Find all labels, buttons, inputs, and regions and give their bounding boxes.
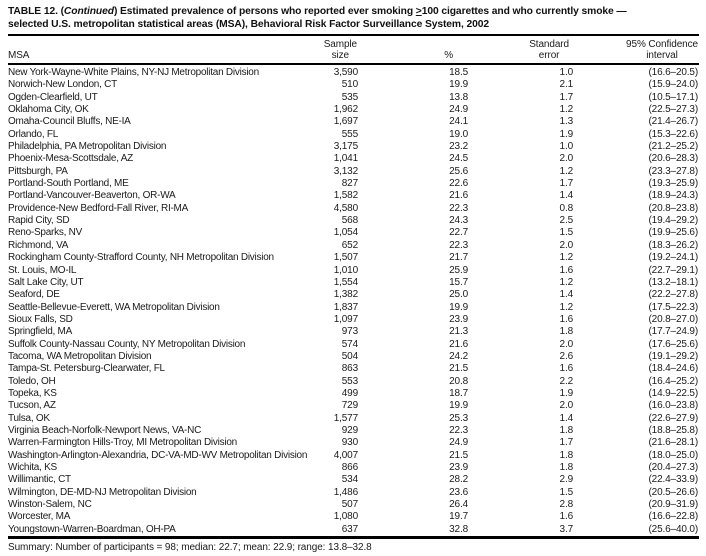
cell-se: 3.7 bbox=[559, 523, 573, 535]
cell-ci: (17.7–24.9) bbox=[648, 326, 698, 338]
cell-msa: Seattle-Bellevue-Everett, WA Metropolitan Division bbox=[8, 301, 220, 313]
cell-se: 1.0 bbox=[559, 67, 573, 78]
table-row bbox=[8, 487, 699, 499]
table-header bbox=[8, 36, 699, 64]
cell-sample: 866 bbox=[341, 462, 358, 473]
cell-se: 2.5 bbox=[559, 215, 573, 227]
cell-ci: (13.2–18.1) bbox=[648, 276, 698, 288]
cell-se: 1.8 bbox=[559, 462, 573, 473]
table-row bbox=[8, 388, 699, 400]
cell-msa: Wichita, KS bbox=[8, 462, 57, 473]
cell-se: 2.0 bbox=[559, 338, 573, 350]
column-header-percent: % bbox=[358, 36, 469, 64]
cell-ci: (18.4–24.6) bbox=[648, 363, 698, 375]
cell-se: 1.2 bbox=[559, 252, 573, 264]
table-row bbox=[8, 363, 699, 375]
cell-ci: (18.0–25.0) bbox=[648, 449, 698, 461]
cell-pct: 25.6 bbox=[449, 165, 468, 177]
cell-sample: 1,054 bbox=[333, 227, 358, 239]
cell-se: 2.2 bbox=[559, 375, 573, 387]
column-header-se-line2: error bbox=[538, 49, 560, 61]
table-title-line1-end: 100 cigarettes and who currently smoke — bbox=[421, 6, 627, 17]
cell-ci: (16.0–23.8) bbox=[648, 400, 698, 412]
cell-msa: New York-Wayne-White Plains, NY-NJ Metropolitan Division bbox=[8, 67, 259, 78]
cell-pct: 18.5 bbox=[449, 67, 468, 78]
cell-sample: 1,507 bbox=[333, 252, 358, 264]
cell-msa: Warren-Farmington Hills-Troy, MI Metropolitan Division bbox=[8, 437, 237, 449]
cell-pct: 21.5 bbox=[449, 449, 468, 461]
cell-sample: 3,132 bbox=[333, 165, 358, 177]
cell-sample: 504 bbox=[341, 350, 358, 362]
cell-ci: (20.8–27.0) bbox=[648, 313, 698, 325]
cell-se: 1.3 bbox=[559, 116, 573, 128]
cell-ci: (15.9–24.0) bbox=[648, 79, 698, 91]
table-row bbox=[8, 141, 699, 153]
cell-sample: 929 bbox=[341, 424, 358, 436]
table-row bbox=[8, 450, 699, 462]
table-title bbox=[8, 5, 699, 31]
cell-pct: 19.7 bbox=[449, 511, 468, 523]
cell-msa: Philadelphia, PA Metropolitan Division bbox=[8, 141, 167, 153]
cell-pct: 18.7 bbox=[449, 387, 468, 399]
cell-pct: 19.9 bbox=[449, 79, 468, 91]
cell-sample: 4,007 bbox=[333, 449, 358, 461]
cell-sample: 1,041 bbox=[333, 153, 358, 165]
cell-sample: 3,590 bbox=[333, 67, 358, 78]
table-row bbox=[8, 92, 699, 104]
cell-ci: (25.6–40.0) bbox=[648, 523, 698, 535]
cell-msa: Youngstown-Warren-Boardman, OH-PA bbox=[8, 523, 176, 535]
cell-pct: 24.5 bbox=[449, 153, 468, 165]
cell-msa: Pittsburgh, PA bbox=[8, 165, 68, 177]
cell-ci: (17.5–22.3) bbox=[648, 301, 698, 313]
cell-pct: 22.3 bbox=[449, 239, 468, 251]
greater-equal-symbol: > bbox=[415, 6, 422, 17]
cell-pct: 23.9 bbox=[449, 313, 468, 325]
column-header-ci-line1: 95% Confidence bbox=[626, 39, 698, 50]
table-row bbox=[8, 104, 699, 116]
column-header-sample-line2: size bbox=[331, 49, 350, 61]
cell-se: 1.9 bbox=[559, 387, 573, 399]
cell-ci: (18.3–26.2) bbox=[648, 239, 698, 251]
cell-msa: Suffolk County-Nassau County, NY Metropolitan Division bbox=[8, 338, 246, 350]
cell-ci: (22.5–27.3) bbox=[648, 104, 698, 116]
prevalence-table bbox=[8, 36, 699, 536]
cell-ci: (20.4–27.3) bbox=[648, 462, 698, 473]
cell-pct: 19.0 bbox=[449, 128, 468, 140]
table-row bbox=[8, 203, 699, 215]
cell-ci: (20.5–26.6) bbox=[648, 486, 698, 498]
table-row bbox=[8, 462, 699, 474]
column-header-standard-error bbox=[469, 36, 573, 64]
cell-msa: Springfield, MA bbox=[8, 326, 73, 338]
cell-se: 1.7 bbox=[559, 437, 573, 449]
cell-msa: Winston-Salem, NC bbox=[8, 499, 92, 511]
cell-se: 1.6 bbox=[559, 363, 573, 375]
cell-sample: 1,697 bbox=[333, 116, 358, 128]
cell-msa: St. Louis, MO-IL bbox=[8, 264, 77, 276]
cell-msa: Worcester, MA bbox=[8, 511, 71, 523]
table-title-line2: selected U.S. metropolitan statistical areas (MSA), Behavioral Risk Factor Surveillance System, 2002 bbox=[8, 19, 490, 30]
cell-pct: 24.2 bbox=[449, 350, 468, 362]
cell-ci: (21.4–26.7) bbox=[648, 116, 698, 128]
cell-pct: 21.7 bbox=[449, 252, 468, 264]
cell-se: 1.4 bbox=[559, 289, 573, 301]
table-title-prefix: TABLE 12. ( bbox=[8, 6, 64, 17]
cell-ci: (10.5–17.1) bbox=[648, 91, 698, 103]
cell-pct: 26.4 bbox=[449, 499, 468, 511]
cell-ci: (18.9–24.3) bbox=[648, 190, 698, 202]
cell-pct: 24.9 bbox=[449, 104, 468, 116]
column-header-msa: MSA bbox=[8, 36, 320, 64]
cell-pct: 32.8 bbox=[449, 523, 468, 535]
cell-pct: 19.9 bbox=[449, 400, 468, 412]
cell-pct: 21.6 bbox=[449, 338, 468, 350]
cell-se: 1.8 bbox=[559, 326, 573, 338]
cell-se: 1.9 bbox=[559, 128, 573, 140]
cell-sample: 568 bbox=[341, 215, 358, 227]
table-row bbox=[8, 79, 699, 91]
cell-se: 1.6 bbox=[559, 511, 573, 523]
cell-pct: 28.2 bbox=[449, 474, 468, 486]
cell-pct: 15.7 bbox=[449, 276, 468, 288]
cell-ci: (15.3–22.6) bbox=[648, 128, 698, 140]
cell-sample: 863 bbox=[341, 363, 358, 375]
cell-msa: Omaha-Council Bluffs, NE-IA bbox=[8, 116, 131, 128]
cell-pct: 24.1 bbox=[449, 116, 468, 128]
cell-msa: Ogden-Clearfield, UT bbox=[8, 91, 98, 103]
cell-se: 2.9 bbox=[559, 474, 573, 486]
cell-msa: Portland-Vancouver-Beaverton, OR-WA bbox=[8, 190, 176, 202]
cell-msa: Sioux Falls, SD bbox=[8, 313, 73, 325]
cell-sample: 1,080 bbox=[333, 511, 358, 523]
table-row bbox=[8, 437, 699, 449]
cell-ci: (14.9–22.5) bbox=[648, 387, 698, 399]
cell-msa: Wilmington, DE-MD-NJ Metropolitan Division bbox=[8, 486, 197, 498]
cell-ci: (19.2–24.1) bbox=[648, 252, 698, 264]
cell-sample: 652 bbox=[341, 239, 358, 251]
cell-sample: 574 bbox=[341, 338, 358, 350]
cell-se: 2.0 bbox=[559, 153, 573, 165]
cell-sample: 1,554 bbox=[333, 276, 358, 288]
cell-pct: 21.6 bbox=[449, 190, 468, 202]
cell-se: 1.4 bbox=[559, 412, 573, 424]
cell-se: 1.6 bbox=[559, 313, 573, 325]
cell-sample: 535 bbox=[341, 91, 358, 103]
cell-se: 2.1 bbox=[559, 79, 573, 91]
table-row bbox=[8, 252, 699, 264]
cell-ci: (22.7–29.1) bbox=[648, 264, 698, 276]
cell-msa: Reno-Sparks, NV bbox=[8, 227, 83, 239]
cell-sample: 499 bbox=[341, 387, 358, 399]
header-row bbox=[8, 36, 699, 64]
cell-pct: 23.6 bbox=[449, 486, 468, 498]
cell-se: 2.0 bbox=[559, 400, 573, 412]
cell-pct: 24.3 bbox=[449, 215, 468, 227]
cell-ci: (22.6–27.9) bbox=[648, 412, 698, 424]
table-row bbox=[8, 524, 699, 536]
cell-msa: Richmond, VA bbox=[8, 239, 69, 251]
cell-se: 1.2 bbox=[559, 301, 573, 313]
cell-pct: 23.9 bbox=[449, 462, 468, 473]
cell-se: 1.5 bbox=[559, 486, 573, 498]
cell-msa: Orlando, FL bbox=[8, 128, 59, 140]
cell-pct: 21.5 bbox=[449, 363, 468, 375]
cell-ci: (20.8–23.8) bbox=[648, 202, 698, 214]
cell-sample: 1,582 bbox=[333, 190, 358, 202]
cell-msa: Topeka, KS bbox=[8, 387, 57, 399]
cell-sample: 1,837 bbox=[333, 301, 358, 313]
cell-ci: (19.4–29.2) bbox=[648, 215, 698, 227]
cell-se: 1.7 bbox=[559, 178, 573, 190]
table-body bbox=[8, 64, 699, 536]
cell-sample: 637 bbox=[341, 523, 358, 535]
cell-se: 1.2 bbox=[559, 165, 573, 177]
table-row bbox=[8, 227, 699, 239]
cell-pct: 13.8 bbox=[449, 91, 468, 103]
cell-se: 1.2 bbox=[559, 104, 573, 116]
table-row bbox=[8, 302, 699, 314]
cell-ci: (19.1–29.2) bbox=[648, 350, 698, 362]
table-row bbox=[8, 499, 699, 511]
cell-sample: 555 bbox=[341, 128, 358, 140]
cell-se: 1.4 bbox=[559, 190, 573, 202]
table-row bbox=[8, 376, 699, 388]
cell-msa: Seaford, DE bbox=[8, 289, 60, 301]
cell-msa: Virginia Beach-Norfolk-Newport News, VA-NC bbox=[8, 424, 202, 436]
cell-se: 2.6 bbox=[559, 350, 573, 362]
cell-ci: (19.3–25.9) bbox=[648, 178, 698, 190]
cell-ci: (16.6–20.5) bbox=[648, 67, 698, 78]
cell-ci: (22.4–33.9) bbox=[648, 474, 698, 486]
cell-msa: Rockingham County-Strafford County, NH Metropolitan Division bbox=[8, 252, 274, 264]
summary-line: Summary: Number of participants = 98; median: 22.7; mean: 22.9; range: 13.8–32.8 bbox=[8, 541, 372, 553]
table-title-line1 bbox=[8, 6, 627, 17]
table-row bbox=[8, 215, 699, 227]
cell-pct: 24.9 bbox=[449, 437, 468, 449]
cell-sample: 973 bbox=[341, 326, 358, 338]
cell-se: 1.5 bbox=[559, 227, 573, 239]
cell-ci: (22.2–27.8) bbox=[648, 289, 698, 301]
cell-se: 2.8 bbox=[559, 499, 573, 511]
column-header-sample-size bbox=[320, 36, 358, 64]
cell-pct: 20.8 bbox=[449, 375, 468, 387]
cell-pct: 22.3 bbox=[449, 202, 468, 214]
table-row bbox=[8, 425, 699, 437]
cell-msa: Washington-Arlington-Alexandria, DC-VA-MD-WV Metropolitan Division bbox=[8, 449, 308, 461]
table-title-mid: ) Estimated prevalence of persons who reported ever smoking bbox=[113, 6, 416, 17]
table-row bbox=[8, 314, 699, 326]
cell-msa: Oklahoma City, OK bbox=[8, 104, 89, 116]
cell-se: 1.7 bbox=[559, 91, 573, 103]
cell-sample: 1,962 bbox=[333, 104, 358, 116]
cell-ci: (19.9–25.6) bbox=[648, 227, 698, 239]
table-row bbox=[8, 178, 699, 190]
cell-ci: (16.4–25.2) bbox=[648, 375, 698, 387]
column-header-confidence-interval bbox=[573, 36, 699, 64]
cell-pct: 19.9 bbox=[449, 301, 468, 313]
cell-sample: 1,486 bbox=[333, 486, 358, 498]
table-title-continued: Continued bbox=[63, 6, 114, 17]
cell-pct: 22.7 bbox=[449, 227, 468, 239]
cell-sample: 930 bbox=[341, 437, 358, 449]
cell-sample: 534 bbox=[341, 474, 358, 486]
cell-ci: (20.9–31.9) bbox=[648, 499, 698, 511]
cell-pct: 25.3 bbox=[449, 412, 468, 424]
cell-msa: Phoenix-Mesa-Scottsdale, AZ bbox=[8, 153, 133, 165]
cell-ci: (21.2–25.2) bbox=[648, 141, 698, 153]
table-row bbox=[8, 240, 699, 252]
cell-pct: 22.3 bbox=[449, 424, 468, 436]
column-header-ci-line2: interval bbox=[646, 49, 678, 61]
cell-se: 1.6 bbox=[559, 264, 573, 276]
cell-ci: (20.6–28.3) bbox=[648, 153, 698, 165]
cell-sample: 1,010 bbox=[333, 264, 358, 276]
table-row bbox=[8, 116, 699, 128]
cell-sample: 1,382 bbox=[333, 289, 358, 301]
cell-se: 1.8 bbox=[559, 449, 573, 461]
table-row bbox=[8, 166, 699, 178]
cell-msa: Tucson, AZ bbox=[8, 400, 56, 412]
cell-pct: 22.6 bbox=[449, 178, 468, 190]
table-row bbox=[8, 190, 699, 202]
cell-sample: 827 bbox=[341, 178, 358, 190]
cell-sample: 729 bbox=[341, 400, 358, 412]
cell-ci: (18.8–25.8) bbox=[648, 424, 698, 436]
cell-sample: 1,577 bbox=[333, 412, 358, 424]
table-row bbox=[8, 339, 699, 351]
cell-sample: 507 bbox=[341, 499, 358, 511]
cell-pct: 25.0 bbox=[449, 289, 468, 301]
cell-ci: (16.6–22.8) bbox=[648, 511, 698, 523]
table-row bbox=[8, 511, 699, 523]
cell-msa: Rapid City, SD bbox=[8, 215, 70, 227]
column-header-se-line1: Standard bbox=[529, 39, 569, 50]
cell-msa: Willimantic, CT bbox=[8, 474, 71, 486]
cell-ci: (23.3–27.8) bbox=[648, 165, 698, 177]
table-row bbox=[8, 413, 699, 425]
table-row bbox=[8, 474, 699, 486]
cell-msa: Tulsa, OK bbox=[8, 412, 50, 424]
table-row bbox=[8, 64, 699, 79]
table-row bbox=[8, 289, 699, 301]
cell-se: 0.8 bbox=[559, 202, 573, 214]
cell-ci: (21.6–28.1) bbox=[648, 437, 698, 449]
cell-sample: 553 bbox=[341, 375, 358, 387]
table-row bbox=[8, 265, 699, 277]
table-row bbox=[8, 351, 699, 363]
table-row bbox=[8, 277, 699, 289]
cell-msa: Norwich-New London, CT bbox=[8, 79, 117, 91]
cell-se: 1.0 bbox=[559, 141, 573, 153]
cell-sample: 3,175 bbox=[333, 141, 358, 153]
cell-msa: Salt Lake City, UT bbox=[8, 276, 84, 288]
cell-se: 1.8 bbox=[559, 424, 573, 436]
table-row bbox=[8, 326, 699, 338]
cell-se: 2.0 bbox=[559, 239, 573, 251]
cell-pct: 23.2 bbox=[449, 141, 468, 153]
cell-pct: 21.3 bbox=[449, 326, 468, 338]
cell-msa: Tacoma, WA Metropolitan Division bbox=[8, 350, 152, 362]
cell-msa: Portland-South Portland, ME bbox=[8, 178, 129, 190]
cell-sample: 510 bbox=[341, 79, 358, 91]
cell-se: 1.2 bbox=[559, 276, 573, 288]
table-row bbox=[8, 153, 699, 165]
cell-ci: (17.6–25.6) bbox=[648, 338, 698, 350]
cell-sample: 4,580 bbox=[333, 202, 358, 214]
table-row bbox=[8, 400, 699, 412]
table-row bbox=[8, 129, 699, 141]
cell-pct: 25.9 bbox=[449, 264, 468, 276]
cell-msa: Tampa-St. Petersburg-Clearwater, FL bbox=[8, 363, 165, 375]
cell-msa: Toledo, OH bbox=[8, 375, 56, 387]
cell-msa: Providence-New Bedford-Fall River, RI-MA bbox=[8, 202, 189, 214]
cell-sample: 1,097 bbox=[333, 313, 358, 325]
column-header-sample-line1: Sample bbox=[323, 39, 357, 50]
